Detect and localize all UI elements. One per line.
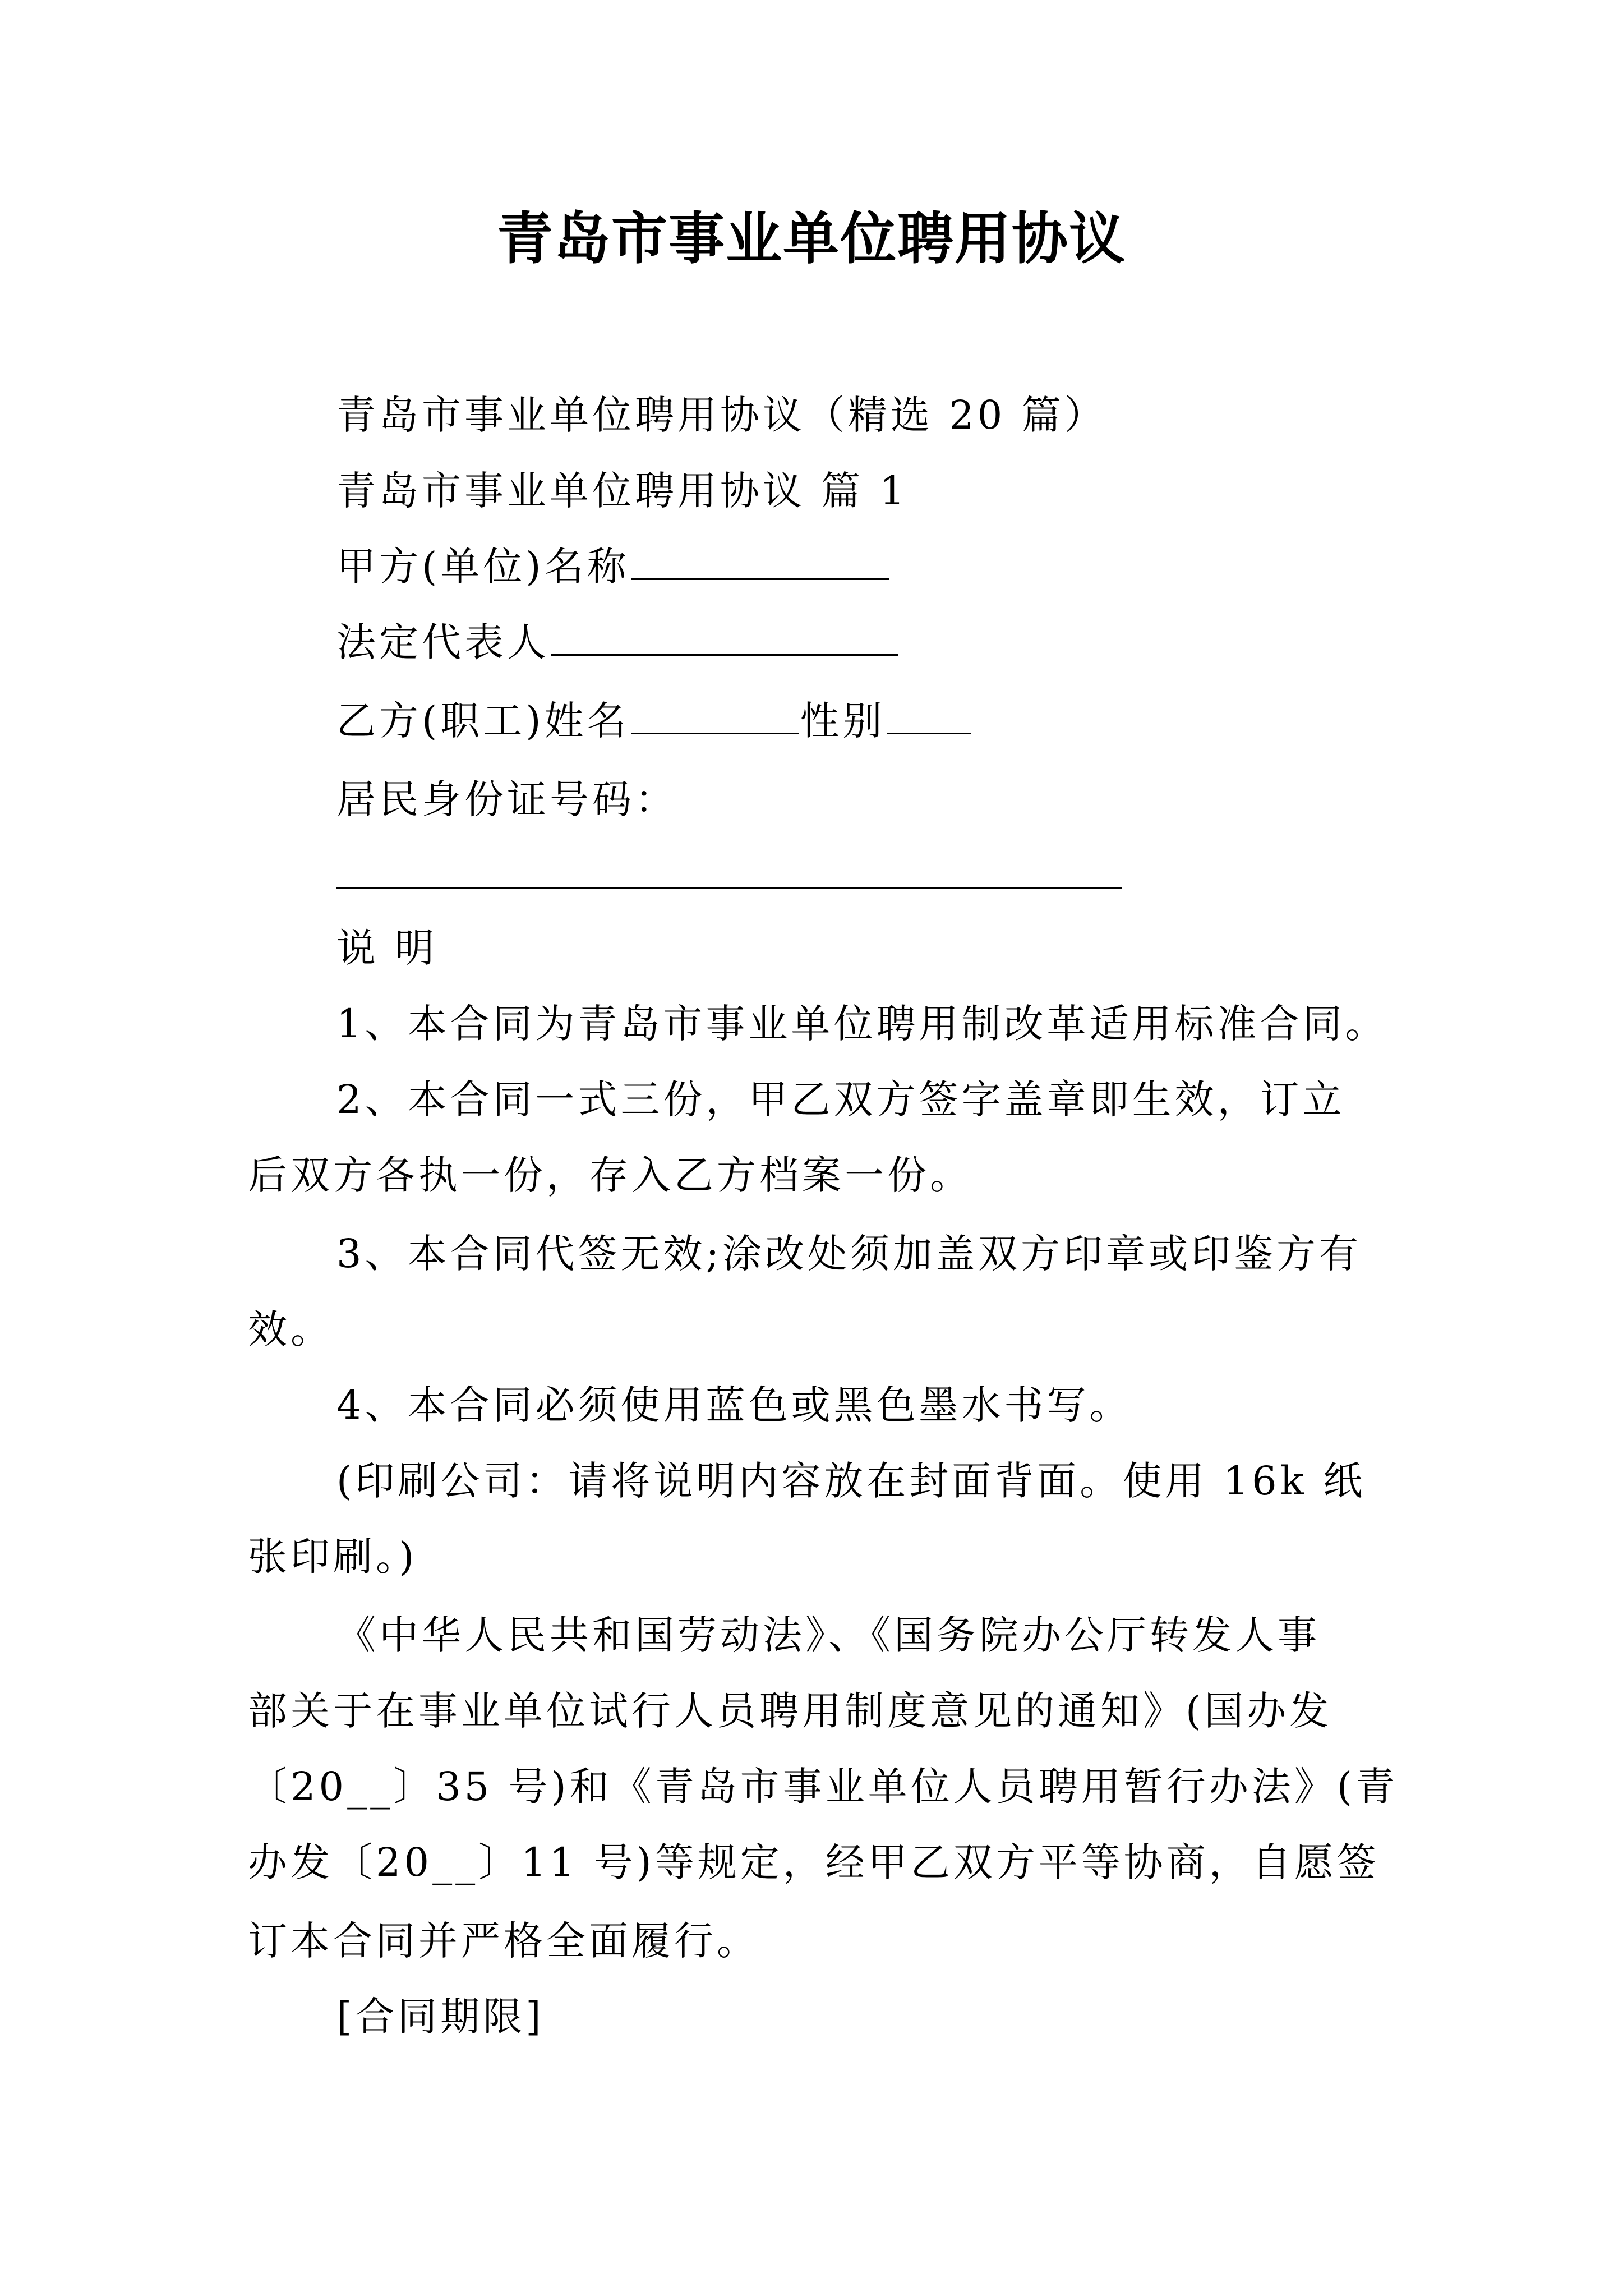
party-b-label: 乙方(职工)姓名: [336, 698, 630, 744]
print-note-line-2: 张印刷。): [248, 1534, 418, 1580]
legal-rep-field: [336, 614, 900, 670]
note-2-line-2: 后双方各执一份，存入乙方档案一份。: [248, 1152, 972, 1198]
gender-label: 性别: [800, 698, 886, 744]
basis-line-2: 部关于在事业单位试行人员聘用制度意见的通知》(国办发: [248, 1688, 1332, 1734]
basis-line-1: 《中华人民共和国劳动法》、《国务院办公厅转发人事: [336, 1612, 1320, 1658]
collection-subtitle: 青岛市事业单位聘用协议（精选 20 篇）: [336, 392, 1107, 438]
note-1: 1、本合同为青岛市事业单位聘用制改革适用标准合同。: [336, 1001, 1388, 1047]
gender-blank[interactable]: [887, 693, 971, 734]
party-b-name-blank[interactable]: [631, 693, 799, 734]
id-number-blank[interactable]: [336, 887, 1122, 889]
basis-line-5: 订本合同并严格全面履行。: [248, 1918, 759, 1964]
print-note-line-1: (印刷公司：请将说明内容放在封面背面。使用 16k 纸: [336, 1458, 1366, 1504]
id-number-label: 居民身份证号码：: [336, 776, 677, 822]
note-4: 4、本合同必须使用蓝色或黑色墨水书写。: [336, 1382, 1132, 1428]
party-a-blank[interactable]: [631, 539, 889, 580]
term-heading: [合同期限]: [336, 1994, 545, 2040]
basis-line-3: 〔20__〕35 号)和《青岛市事业单位人员聘用暂行办法》(青: [248, 1764, 1399, 1810]
party-b-field: [336, 693, 972, 749]
note-2-line-1: 2、本合同一式三份，甲乙双方签字盖章即生效，订立: [336, 1076, 1345, 1122]
party-a-label: 甲方(单位)名称: [336, 544, 630, 590]
note-3-line-1: 3、本合同代签无效;涂改处须加盖双方印章或印鉴方有: [336, 1231, 1362, 1277]
part-subtitle: 青岛市事业单位聘用协议 篇 1: [336, 468, 909, 514]
notes-heading: 说 明: [336, 925, 438, 971]
legal-rep-blank[interactable]: [551, 615, 898, 656]
legal-rep-label: 法定代表人: [336, 619, 550, 665]
document-title: 青岛市事业单位聘用协议: [497, 205, 1126, 272]
party-a-field: [336, 539, 890, 595]
note-3-line-2: 效。: [248, 1306, 333, 1352]
basis-line-4: 办发〔20__〕11 号)等规定，经甲乙双方平等协商，自愿签: [248, 1839, 1380, 1885]
